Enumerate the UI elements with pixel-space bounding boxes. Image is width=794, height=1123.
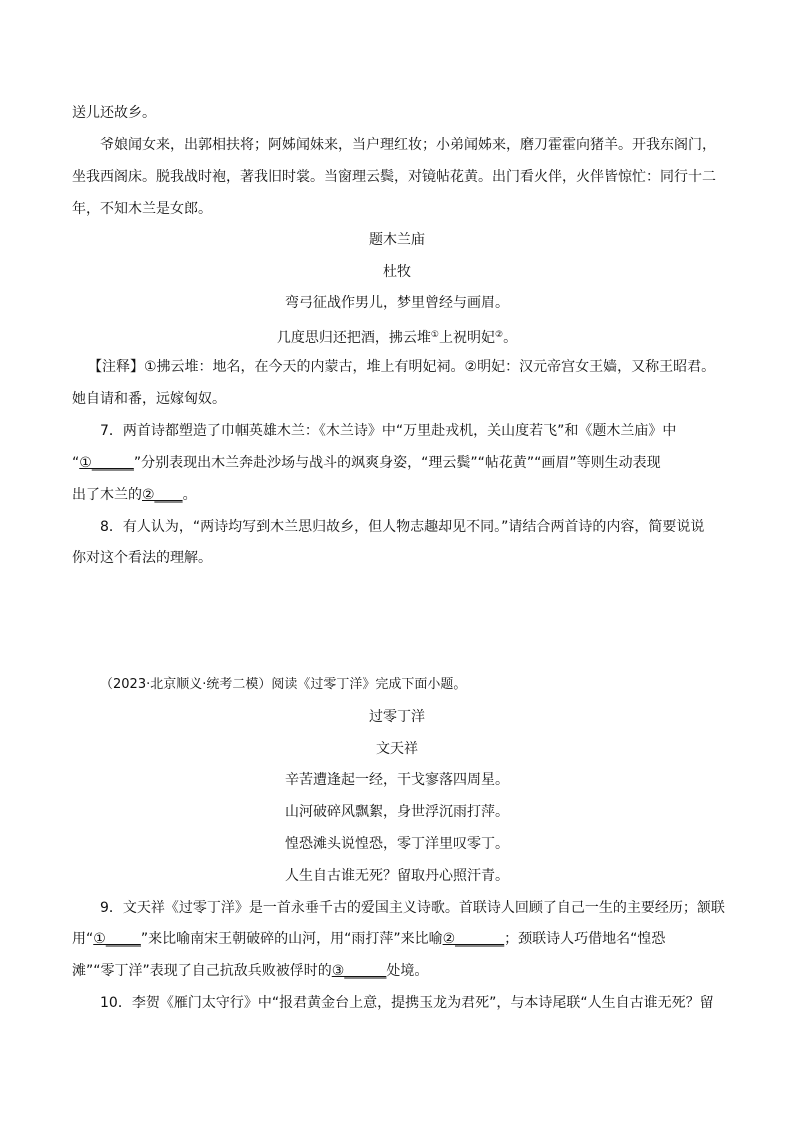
poem-author: 文天祥: [376, 741, 418, 757]
poem-text-line: 坐我西阁床。脱我战时袍，著我旧时裳。当窗理云鬓，对镜帖花黄。出门看火伴，火伴皆惊忙：同行十二: [72, 169, 716, 185]
poem-title: 过零丁洋: [369, 709, 425, 725]
poem-text-line: 爷娘闻女来，出郭相扶将；阿姊闻妹来，当户理红妆；小弟闻姊来，磨刀霍霍向猪羊。开我东阁门，: [100, 137, 716, 153]
poem-author: 杜牧: [383, 264, 411, 280]
poem-line: 山河破碎风飘絮，身世浮沉雨打萍。: [285, 804, 509, 820]
question-7: [72, 453, 661, 473]
question-text: ”来比喻南宋王朝破碎的山河，用“雨打萍”来比喻: [140, 931, 443, 947]
poem-title: 题木兰庙: [369, 232, 425, 248]
question-text: 。: [182, 487, 197, 503]
annotation: 她自请和番，远嫁匈奴。: [72, 391, 226, 407]
poem-line: 人生自古谁无死？留取丹心照汗青。: [285, 868, 509, 884]
question-text: “: [72, 455, 80, 471]
question-9: [72, 929, 665, 949]
answer-blank: ①_____: [93, 931, 141, 947]
question-8: 8．有人认为，“两诗均写到木兰思归故乡，但人物志趣却见不同。”请结合两首诗的内容，简要说说: [100, 519, 705, 535]
poem-text-line: 送儿还故乡。: [72, 105, 156, 121]
question-text: ；颈联诗人巧借地名“惶恐: [504, 931, 666, 947]
poem-line: 辛苦遭逢起一经，干戈寥落四周星。: [285, 772, 509, 788]
footnote-marker: ②: [495, 330, 504, 340]
poem-line: [0, 325, 794, 348]
question-text: 出了木兰的: [72, 487, 142, 503]
poem-line-text: 。: [503, 330, 518, 346]
poem-line: 惶恐滩头说惶恐，零丁洋里叹零丁。: [285, 836, 509, 852]
question-text: 滩”“零丁洋”表现了自己抗敌兵败被俘时的: [72, 963, 332, 979]
poem-line-text: 上祝明妃: [439, 330, 495, 346]
answer-blank: ②____: [142, 487, 183, 503]
answer-blank: ①______: [79, 455, 134, 471]
answer-blank: ③______: [331, 963, 387, 979]
poem-line: 弯弓征战作男儿，梦里曾经与画眉。: [285, 295, 509, 311]
question-text: 用“: [72, 931, 94, 947]
question-7: [72, 485, 197, 505]
question-8: 你对这个看法的理解。: [72, 550, 212, 566]
question-9: [72, 961, 428, 981]
question-9: 9．文天祥《过零丁洋》是一首永垂千古的爱国主义诗歌。首联诗人回顾了自己一生的主要经历；颔联: [100, 900, 725, 916]
question-text: ”分别表现出木兰奔赴沙场与战斗的飒爽身姿，“理云鬓”“帖花黄”“画眉”等则生动表现: [133, 455, 661, 471]
poem-line-text: 几度思归还把酒，拂云堆: [276, 330, 431, 346]
annotation: 【注释】①拂云堆：地名，在今天的内蒙古，堆上有明妃祠。②明妃：汉元帝宫女王嫱，又称王昭君。: [88, 359, 716, 375]
question-source: （2023·北京顺义·统考二模）阅读《过零丁洋》完成下面小题。: [100, 677, 467, 692]
answer-blank: ②_______: [442, 931, 505, 947]
poem-text-line: 年，不知木兰是女郎。: [72, 201, 212, 217]
question-10: 10．李贺《雁门太守行》中“报君黄金台上意，提携玉龙为君死”，与本诗尾联“人生自古谁无死？留: [100, 995, 714, 1011]
question-7: 7．两首诗都塑造了巾帼英雄木兰：《木兰诗》中“万里赴戎机，关山度若飞”和《题木兰庙》中: [100, 423, 677, 439]
footnote-marker: ①: [430, 330, 439, 340]
question-text: 处境。: [386, 963, 429, 979]
